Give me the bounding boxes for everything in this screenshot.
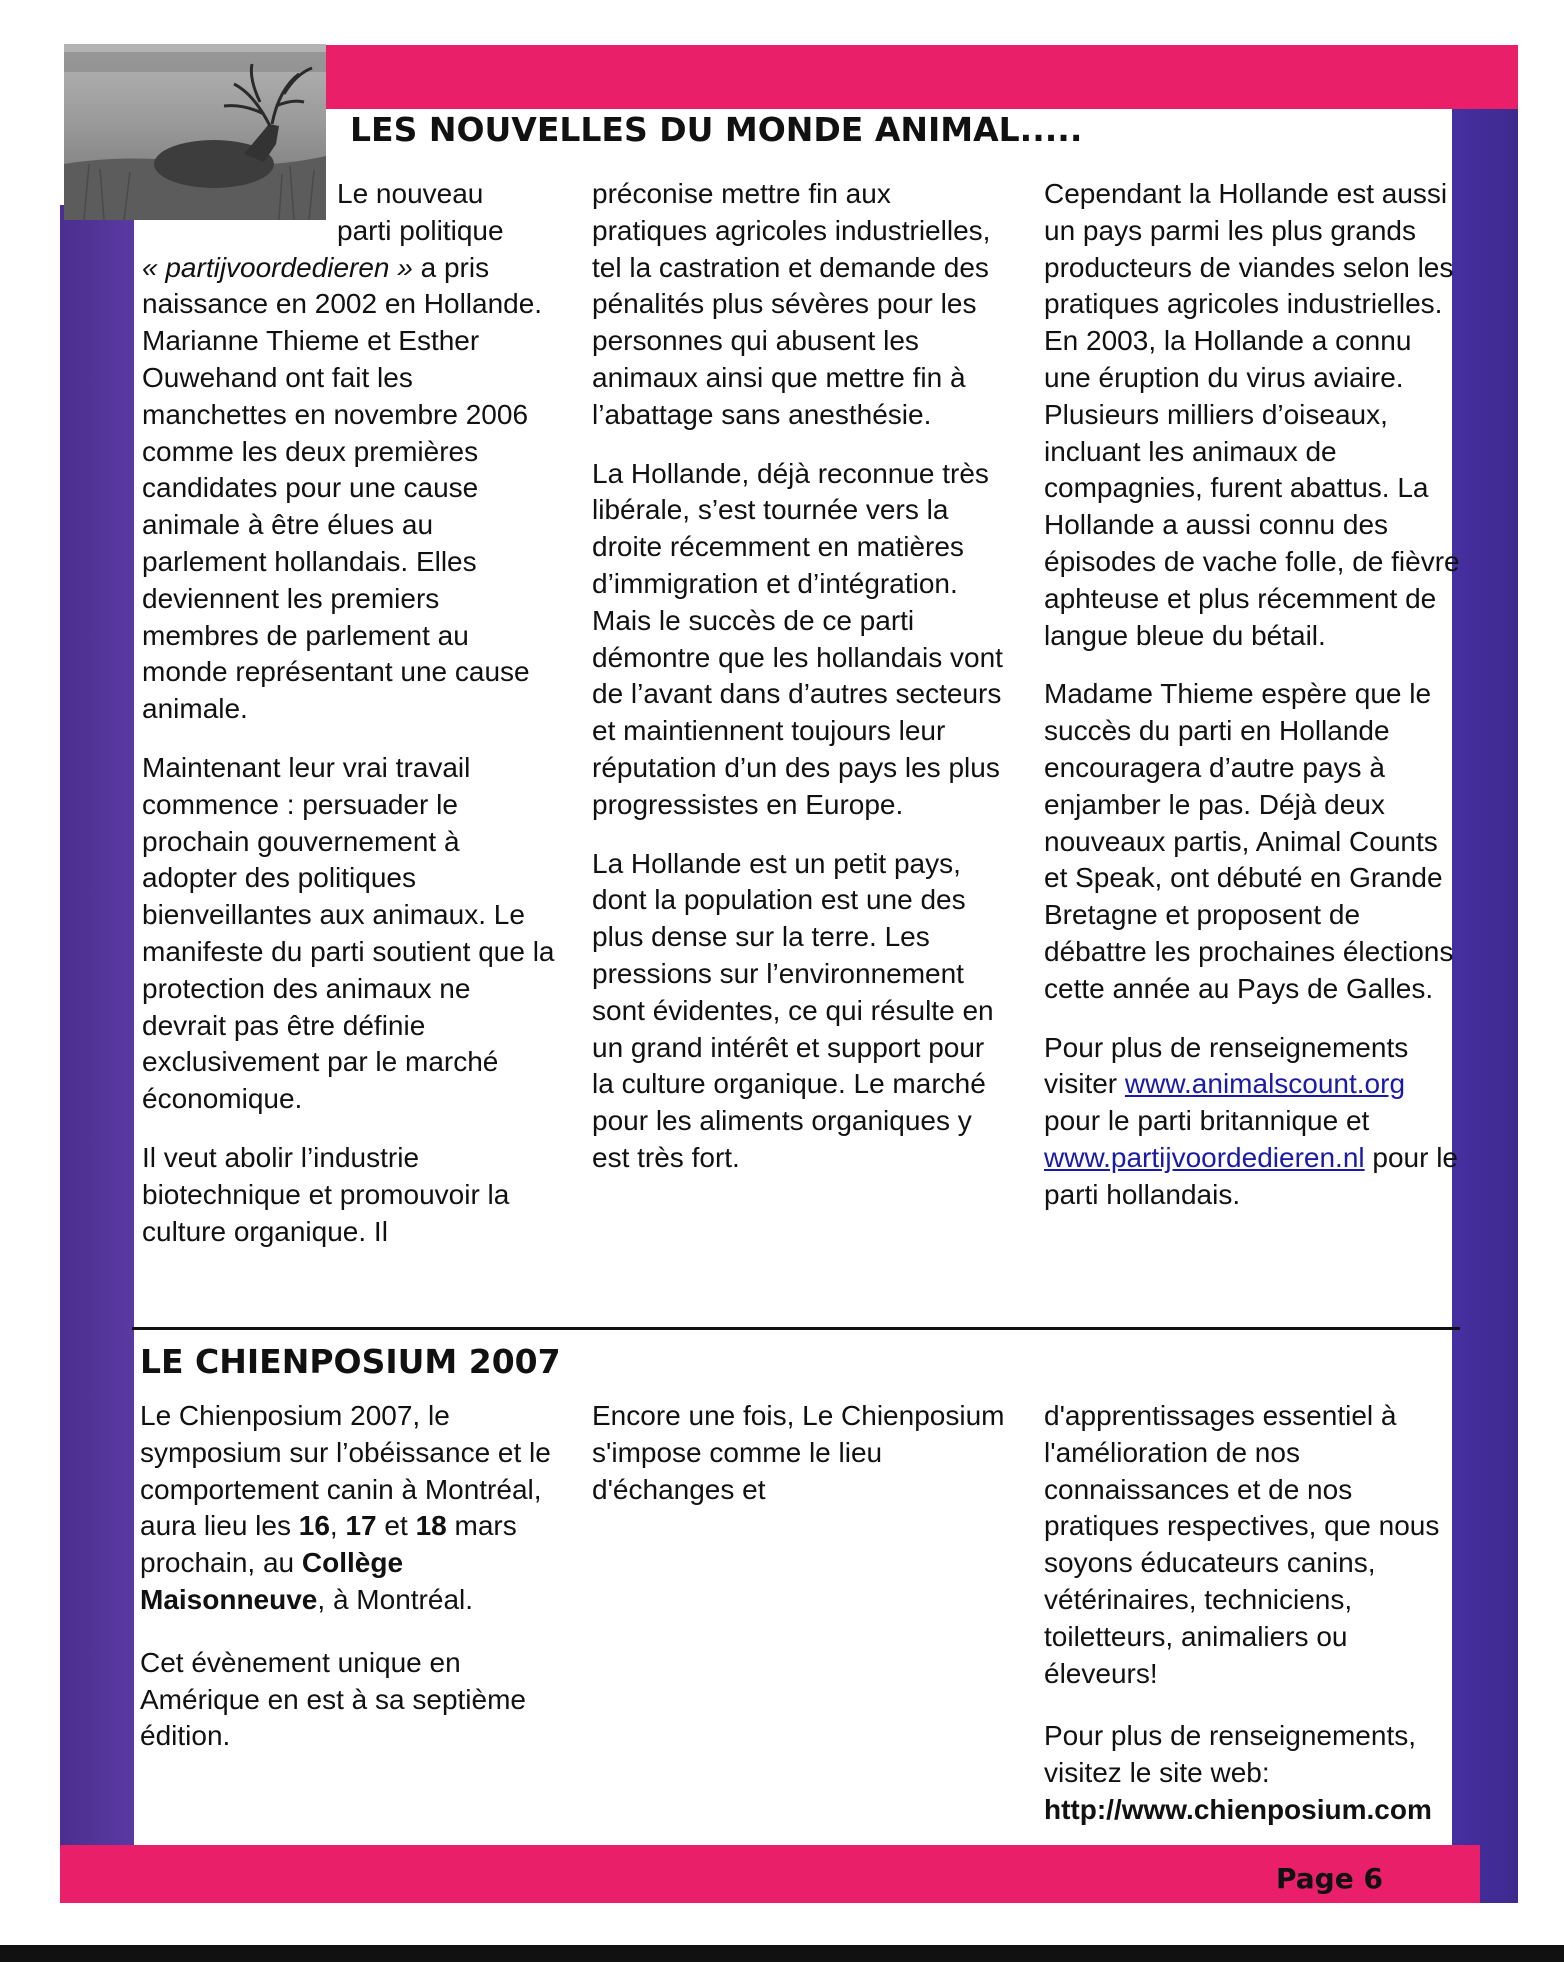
article-column-2: [592, 176, 1012, 1199]
article-headline: LES NOUVELLES DU MONDE ANIMAL.....: [350, 110, 1083, 149]
paragraph: [140, 1398, 560, 1619]
elk-photo: [64, 44, 326, 220]
elk-icon: [64, 44, 326, 220]
section-divider: [132, 1327, 1460, 1330]
paragraph-text: pour le parti britannique et: [1044, 1105, 1370, 1137]
chienposium-url: http://www.chienposium.com: [1044, 1793, 1432, 1825]
paragraph-text: mars prochain, au: [140, 1510, 517, 1579]
page-number: Page 6: [1276, 1862, 1383, 1895]
scan-bottom-edge: [0, 1945, 1564, 1962]
article2-column-2: [592, 1398, 1012, 1530]
partijvoordedieren-link[interactable]: www.partijvoordedieren.nl: [1044, 1141, 1365, 1173]
paragraph: Cet évènement unique en Amérique en est à sa septième édition.: [140, 1646, 526, 1752]
paragraph: La Hollande, déjà reconnue très libérale, s’est tournée vers la droite récemment en matières d’immigration et d’intégration. Mais le succès de ce parti démontre que les hollandais vont de l’avant dans d’autres secteurs et maintiennent toujours leur réputation d’un des pays les plus progressistes en Europe.: [592, 457, 1003, 820]
paragraph-text: a pris naissance en 2002 en Hollande. Marianne Thieme et Esther Ouwehand ont fait les manchettes en novembre 2006 comme les deux premières candidates pour une cause animale à être élues au parlement hollandais. Elles deviennent les premiers membres de parlement au monde représentant une cause animale.: [142, 251, 543, 725]
paragraph-text: , à Montréal.: [317, 1583, 474, 1615]
paragraph: d'apprentissages essentiel à l'amélioration de nos connaissances et de nos pratiques respectives, que nous soyons éducateurs canins, vétérinaires, techniciens, toiletteurs, animaliers ou éleveurs!: [1044, 1400, 1440, 1689]
paragraph: [1044, 1030, 1464, 1214]
article2-column-3: [1044, 1398, 1464, 1851]
paragraph-text: et: [376, 1510, 416, 1542]
paragraph: Il veut abolir l’industrie biotechnique et promouvoir la culture organique. Il: [142, 1141, 510, 1247]
paragraph-text: ,: [329, 1510, 346, 1542]
paragraph: Encore une fois, Le Chienposium s'impose comme le lieu d'échanges et: [592, 1400, 1005, 1505]
paragraph: [1044, 1718, 1464, 1828]
paragraph: [142, 176, 562, 728]
paragraph: préconise mettre fin aux pratiques agricoles industrielles, tel la castration et demande des pénalités plus sévères pour les personnes qui abusent les animaux ainsi que mettre fin à l’abattage sans anesthésie.: [592, 178, 991, 430]
date-18: 18: [415, 1510, 447, 1542]
animalscount-link[interactable]: www.animalscount.org: [1124, 1068, 1406, 1100]
paragraph-text: Pour plus de renseignements, visitez le site web:: [1044, 1720, 1416, 1789]
purple-left-bar: [60, 205, 134, 1845]
date-16: 16: [298, 1510, 330, 1542]
date-17: 17: [345, 1510, 377, 1542]
paragraph: Maintenant leur vrai travail commence : persuader le prochain gouvernement à adopter des politiques bienveillantes aux animaux. Le manifeste du parti soutient que la protection des animaux ne devrait pas être définie exclusivement par le marché économique.: [142, 751, 555, 1115]
article2-column-1: [140, 1398, 560, 1777]
party-name: « partijvoordedieren »: [142, 251, 413, 283]
paragraph-text: Le Chienposium 2007, le symposium sur l’obéissance et le comportement canin à Montréal, aura lieu les: [140, 1400, 551, 1542]
paragraph-line: parti politique: [337, 214, 504, 246]
article-column-3: [1044, 176, 1464, 1236]
paragraph: Madame Thieme espère que le succès du parti en Hollande encouragera d’autre pays à enjamber le pas. Déjà deux nouveaux partis, Animal Counts et Speak, ont débuté en Grande Bretagne et proposent de débattre les prochaines élections cette année au Pays de Galles.: [1044, 678, 1454, 1004]
paragraph: Cependant la Hollande est aussi un pays parmi les plus grands producteurs de viandes selon les pratiques agricoles industrielles. En 2003, la Hollande a connu une éruption du virus aviaire. Plusieurs milliers d’oiseaux, incluant les animaux de compagnies, furent abattus. La Hollande a aussi connu des épisodes de vache folle, de fièvre aphteuse et plus récemment de langue bleue du bétail.: [1044, 178, 1460, 651]
paragraph-text: pour le parti hollandais.: [1044, 1141, 1459, 1210]
paragraph-line: Le nouveau: [337, 178, 484, 209]
paragraph-text: Pour plus de renseignements visiter: [1044, 1031, 1409, 1100]
venue: Collège Maisonneuve: [140, 1547, 404, 1615]
article-column-1: [142, 176, 562, 1272]
article2-headline: LE CHIENPOSIUM 2007: [140, 1342, 561, 1381]
paragraph: La Hollande est un petit pays, dont la population est une des plus dense sur la terre. Les pressions sur l’environnement sont évidentes, ce qui résulte en un grand intérêt et support pour la culture organique. Le marché pour les aliments organiques y est très fort.: [592, 847, 994, 1173]
pink-bottom-bar: [60, 1845, 1480, 1903]
pink-top-bar: [324, 45, 1518, 109]
